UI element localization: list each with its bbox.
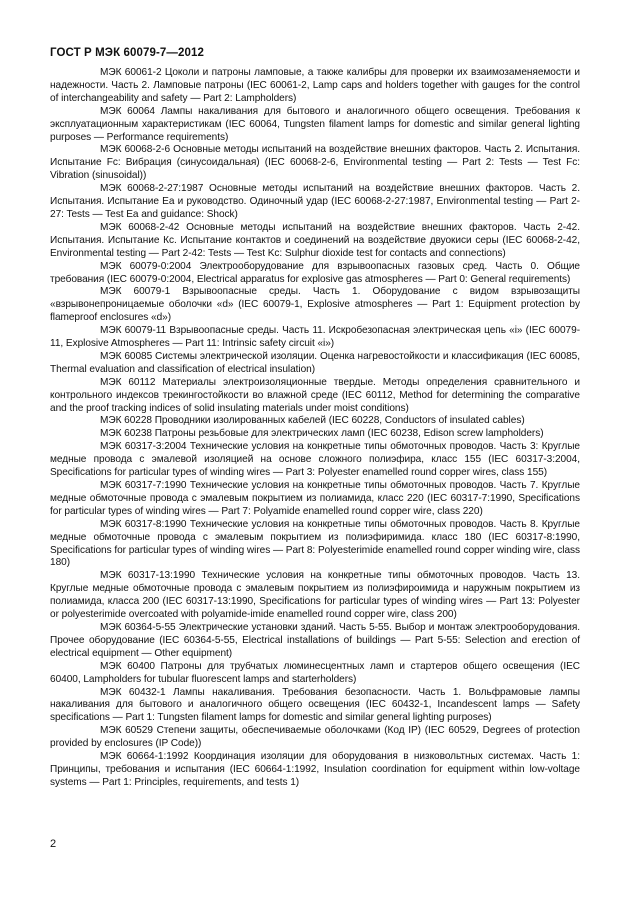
reference-iec-60400: МЭК 60400 Патроны для трубчатых люминесцентных ламп и стартеров общего освещения (IEC 60400, Lampholders for tubular fluorescent lamps and starterholders) xyxy=(50,660,580,685)
reference-iec-60364-5-55: МЭК 60364-5-55 Электрические установки зданий. Часть 5-55. Выбор и монтаж электрооборудования. Прочее оборудование (IEC 60364-5-55, Electrical installations of buildings — Part 5-55: Selection and erection of electrical equipment — Other equipment) xyxy=(50,621,580,659)
reference-iec-60664-1: МЭК 60664-1:1992 Координация изоляции для оборудования в низковольтных системах. Часть 1: Принципы, требования и испытания (IEC 60664-1:1992, Insulation coordination for equipment within low-voltage systems — Part 1: Principles, requirements, and tests 1) xyxy=(50,751,580,788)
reference-iec-60317-8: МЭК 60317-8:1990 Технические условия на конкретные типы обмоточных проводов. Часть 8. Круглые медные обмоточные провода с эмалевым покрытием из полиэфиримида. класс 180 (IEC 60317-8:1990, Specifications for particular types of winding wires — Part 8: Polyesterimide enamelled round copper winding wire, class 180) xyxy=(50,518,580,569)
reference-iec-60079-11: МЭК 60079-11 Взрывоопасные среды. Часть 11. Искробезопасная электрическая цепь «i» (IEC 60079-11, Explosive Atmospheres — Part 11: Intrinsic safety circuit «i») xyxy=(50,325,580,350)
reference-iec-60061-2: МЭК 60061-2 Цоколи и патроны ламповые, а также калибры для проверки их взаимозаменяемости и надежности. Часть 2. Ламповые патроны (IEC 60061-2, Lamp caps and holders together with gauges for the control of interchangeability and safety — Part 2: Lampholders) xyxy=(50,67,580,104)
reference-iec-60228: МЭК 60228 Проводники изолированных кабелей (IEC 60228, Conductors of insulated cables) xyxy=(100,415,525,427)
reference-iec-60317-13: МЭК 60317-13:1990 Технические условия на конкретные типы обмоточных проводов. Часть 13. Круглые медные обмоточные провода с эмалевым покрытием из полиэфироимида и наружным покрытием из полиамида, класса 200 (IEC 60317-13:1990, Specifications for particular types of winding wires — Part 13: Polyester or polyesterimide overcoated with polyamide-imide enamelled round copper wire, class 200) xyxy=(50,570,580,621)
reference-iec-60112: МЭК 60112 Материалы электроизоляционные твердые. Методы определения сравнительного и контрольного индексов трекингостойкости во влажной среде (IEC 60112, Method for determining the comparative and the proof tracking indices of solid insulating materials under moist conditions) xyxy=(50,376,580,414)
document-header: ГОСТ Р МЭК 60079-7—2012 xyxy=(50,47,204,59)
reference-iec-60068-2-6: МЭК 60068-2-6 Основные методы испытаний на воздействие внешних факторов. Часть 2. Испытания. Испытание Fc: Вибрация (синусоидальная) (IEC 60068-2-6, Environmental testing — Part 2: Tests — Test Fc: Vibration (sinusoidal)) xyxy=(50,144,580,182)
reference-iec-60085: МЭК 60085 Системы электрической изоляции. Оценка нагревостойкости и классификация (IEC 60085, Thermal evaluation and classification of electrical insulation) xyxy=(50,350,580,375)
reference-iec-60529: МЭК 60529 Степени защиты, обеспечиваемые оболочками (Код IP) (IEC 60529, Degrees of protection provided by enclosures (IP Code)) xyxy=(50,725,580,750)
reference-iec-60064: МЭК 60064 Лампы накаливания для бытового и аналогичного общего освещения. Требования к эксплуатационным характеристикам (IEC 60064, Tungsten filament lamps for domestic and similar general lighting purposes — Performance requirements) xyxy=(50,105,580,143)
reference-iec-60317-7: МЭК 60317-7:1990 Технические условия на конкретные типы обмоточных проводов. Часть 7. Круглые медные обмоточные провода с эмалевым покрытием из полиамида, класс 220 (IEC 60317-7:1990, Specifications for particular types of winding wires — Part 7: Polyamide enamelled round copper wire, class 220) xyxy=(50,480,580,517)
reference-iec-60079-0: МЭК 60079-0:2004 Электрооборудование для взрывоопасных газовых сред. Часть 0. Общие требования (IEC 60079-0:2004, Electrical apparatus for explosive gas atmospheres — Part 0: General requirements) xyxy=(50,260,580,285)
reference-iec-60079-1: МЭК 60079-1 Взрывоопасные среды. Часть 1. Оборудование с видом взрывозащиты «взрывонепроницаемые оболочки «d» (IEC 60079-1, Explosive atmospheres — Part 1: Equipment protection by flameproof enclosures «d») xyxy=(50,286,580,324)
reference-iec-60068-2-27: МЭК 60068-2-27:1987 Основные методы испытаний на воздействие внешних факторов. Часть 2. Испытания. Испытание Ea и руководство. Одиночный удар (IEC 60068-2-27:1987, Environmental testing — Part 2-27: Tests — Test Ea and guidance: Shock) xyxy=(50,183,580,220)
reference-iec-60068-2-42: МЭК 60068-2-42 Основные методы испытаний на воздействие внешних факторов. Часть 2-42. Испытания. Испытание Кс. Испытание контактов и соединений на воздействие двуокиси серы (IEC 60068-2-42, Environmental testing — Part 2-42: Tests — Test Kc: Sulphur dioxide test for contacts and connections) xyxy=(50,221,580,259)
reference-iec-60317-3: МЭК 60317-3:2004 Технические условия на конкретные типы обмоточных проводов. Часть 3: Круглые медные провода с эмалевой изоляцией на основе сложного полиэфира, класс 155 (IEC 60317-3:2004, Specifications for particular types of winding wires — Part 3: Polyester enamelled round copper wires, class 155) xyxy=(50,441,580,479)
reference-iec-60238: МЭК 60238 Патроны резьбовые для электрических ламп (IEC 60238, Edison screw lampholders) xyxy=(100,428,544,440)
reference-iec-60432-1: МЭК 60432-1 Лампы накаливания. Требования безопасности. Часть 1. Вольфрамовые лампы накаливания для бытового и аналогичного общего освещения (IEC 60432-1, Incandescent lamps — Safety specifications — Part 1: Tungsten filament lamps for domestic and similar general lighting purposes) xyxy=(50,686,580,724)
page-number: 2 xyxy=(50,838,57,850)
normative-references xyxy=(50,67,580,790)
